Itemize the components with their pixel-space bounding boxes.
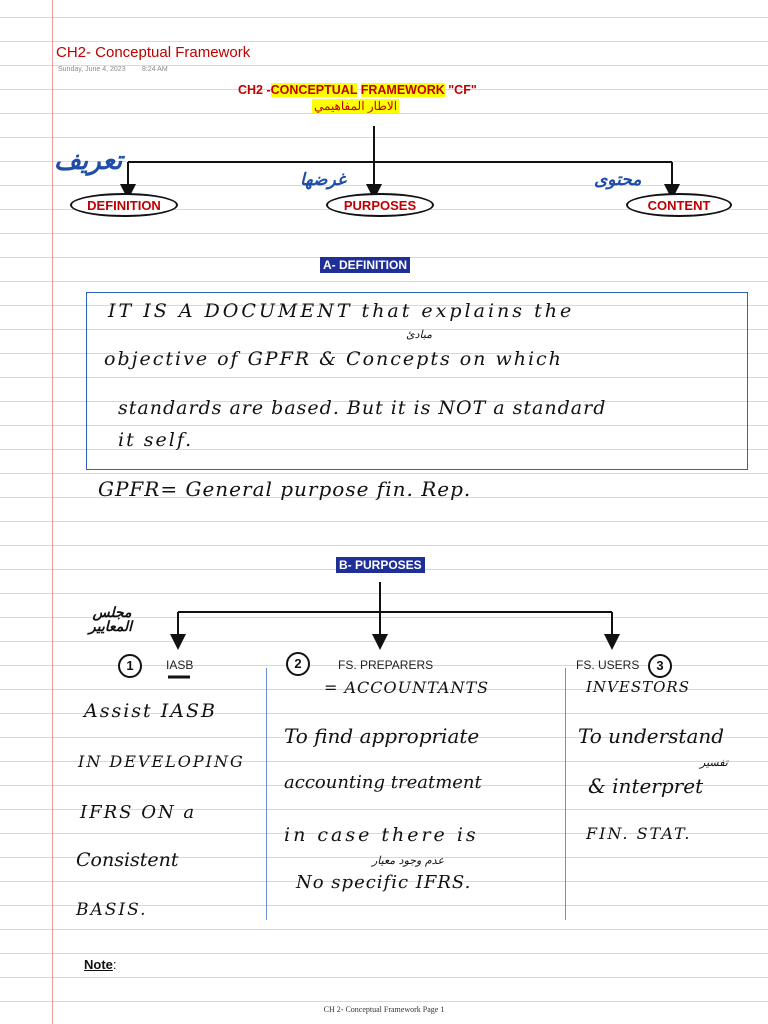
purpose-3-line-2: & interpret — [588, 774, 704, 798]
definition-line-3: standards are based. But it is NOT a standard — [118, 397, 607, 419]
purpose-2-line-3: in case there is — [284, 824, 479, 846]
main-title-part2: FRAMEWORK — [360, 83, 445, 97]
purposes-oval: PURPOSES — [326, 193, 434, 217]
section-a-label: A- DEFINITION — [320, 257, 410, 273]
definition-oval: DEFINITION — [70, 193, 178, 217]
definition-ar-note: مبادئ — [406, 328, 433, 341]
arabic-subtitle: الاطار المفاهيمي — [314, 99, 398, 113]
purposes-ar-note: مجلس المعايير — [88, 605, 132, 635]
purpose-1-line-1: Assist IASB — [84, 700, 217, 722]
main-title-suffix: "CF" — [448, 83, 477, 97]
purpose-3-sub: INVESTORS — [586, 678, 690, 696]
purpose-2-sub: = ACCOUNTANTS — [324, 678, 490, 697]
purpose-2-head: FS. PREPARERS — [338, 658, 434, 672]
purpose-1-head: IASB — [166, 658, 194, 672]
note: Note: — [84, 957, 117, 972]
purpose-2-line-2: accounting treatment — [284, 772, 482, 793]
purposes-ar-label: غرضها — [300, 170, 346, 190]
main-title-part1: CONCEPTUAL — [270, 83, 358, 97]
column-divider-2 — [565, 668, 566, 920]
note-label: Note — [84, 957, 113, 972]
purpose-1-line-2: IN DEVELOPING — [78, 752, 245, 771]
definition-line-2: objective of GPFR & Concepts on which — [104, 348, 563, 370]
page-time: 8:24 AM — [142, 66, 168, 73]
purpose-2-line-4: No specific IFRS. — [296, 872, 472, 893]
purpose-2-line-1: To find appropriate — [284, 724, 480, 748]
definition-line-1: IT IS A DOCUMENT that explains the — [108, 300, 575, 322]
purpose-1-line-3: IFRS ON a — [80, 802, 197, 823]
purpose-1-line-4: Consistent — [76, 849, 179, 871]
page-footer: CH 2- Conceptual Framework Page 1 — [323, 1005, 445, 1014]
page-title: CH2- Conceptual Framework — [56, 44, 251, 61]
column-divider-1 — [266, 668, 267, 920]
content-oval: CONTENT — [626, 193, 732, 217]
purpose-1-line-5: BASIS. — [76, 900, 148, 920]
purpose-2-ar-note: عدم وجود معيار — [372, 854, 445, 867]
purpose-3-number: 3 — [648, 654, 672, 678]
purpose-3-line-1: To understand — [578, 724, 725, 748]
page-date: Sunday, June 4, 2023 — [58, 66, 126, 73]
purpose-3-head: FS. USERS — [576, 658, 640, 672]
purpose-2-number: 2 — [286, 652, 310, 676]
purpose-3-line-3: FIN. STAT. — [586, 824, 692, 843]
main-title-prefix: CH2 - — [238, 83, 271, 97]
content-ar-label: محتوى — [594, 170, 642, 190]
purpose-1-number: 1 — [118, 654, 142, 678]
definition-line-4: it self. — [118, 429, 194, 451]
purpose-3-ar-note: تفسير — [700, 756, 728, 769]
handwritten-heading-ar: تعريف — [54, 146, 123, 176]
section-b-label: B- PURPOSES — [336, 557, 425, 573]
gpfr-note: GPFR= General purpose fin. Rep. — [98, 477, 472, 501]
